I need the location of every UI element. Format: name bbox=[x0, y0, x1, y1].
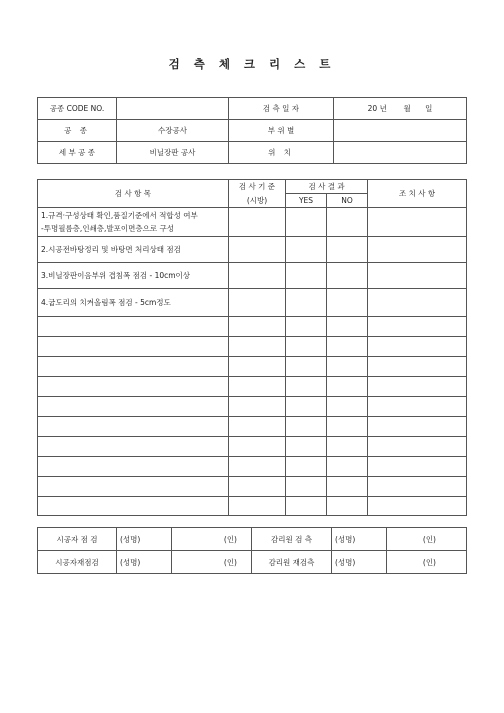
date-year-unit: 년 bbox=[379, 104, 387, 113]
date-month-unit: 월 bbox=[403, 104, 411, 113]
location-label: 부 위 별 bbox=[229, 120, 334, 142]
item-line: 1.규격·구성상태 확인,품질기준에서 적합성 여부 bbox=[41, 211, 198, 220]
table-row bbox=[38, 377, 467, 397]
contractor-check-label: 시공자 점 검 bbox=[38, 528, 117, 551]
work-type-value[interactable]: 수장공사 bbox=[117, 120, 229, 142]
date-value[interactable] bbox=[334, 98, 467, 120]
work-type-label: 공 종 bbox=[38, 120, 117, 142]
table-row bbox=[38, 317, 467, 337]
checklist-item bbox=[38, 208, 229, 237]
page-title: 검 측 체 크 리 스 트 bbox=[168, 57, 336, 71]
header-result: 검 사 결 과 bbox=[286, 180, 368, 194]
table-row bbox=[38, 397, 467, 417]
date-year: 20 bbox=[367, 104, 378, 113]
yes-cell[interactable] bbox=[286, 208, 327, 237]
position-value[interactable] bbox=[334, 142, 467, 164]
criteria-cell[interactable] bbox=[229, 208, 286, 237]
info-table bbox=[37, 97, 467, 164]
location-value[interactable] bbox=[334, 120, 467, 142]
contractor-recheck-label: 시공자재점검 bbox=[38, 551, 117, 574]
header-criteria-sub: (시방) bbox=[229, 194, 286, 208]
table-row bbox=[38, 357, 467, 377]
item-line: -투명필름층,인쇄층,발포이면층으로 구성 bbox=[41, 224, 175, 233]
supervisor-recheck-label: 감리원 재검측 bbox=[252, 551, 332, 574]
action-cell[interactable] bbox=[368, 237, 467, 263]
supervisor-check-label: 감리원 검 측 bbox=[252, 528, 332, 551]
yes-cell[interactable] bbox=[286, 289, 327, 317]
header-action: 조 치 사 항 bbox=[368, 180, 467, 208]
seal-field[interactable]: (인) bbox=[387, 528, 467, 551]
work-code-label: 공종 CODE NO. bbox=[38, 98, 117, 120]
name-field[interactable]: (성명) bbox=[117, 551, 172, 574]
detail-label: 세 부 공 종 bbox=[38, 142, 117, 164]
position-label: 위 치 bbox=[229, 142, 334, 164]
no-cell[interactable] bbox=[327, 263, 368, 289]
header-criteria: 검 사 기 준 bbox=[229, 180, 286, 194]
checklist-item: 4.굽도리의 치켜올림폭 점검 - 5cm정도 bbox=[38, 289, 229, 317]
header-no: NO bbox=[327, 194, 368, 208]
name-field[interactable]: (성명) bbox=[332, 528, 387, 551]
table-row bbox=[38, 417, 467, 437]
table-row bbox=[38, 437, 467, 457]
header-item: 검 사 항 목 bbox=[38, 180, 229, 208]
seal-field[interactable]: (인) bbox=[387, 551, 467, 574]
yes-cell[interactable] bbox=[286, 237, 327, 263]
action-cell[interactable] bbox=[368, 289, 467, 317]
table-row bbox=[38, 263, 467, 289]
action-cell[interactable] bbox=[368, 263, 467, 289]
criteria-cell[interactable] bbox=[229, 237, 286, 263]
checklist-item: 3.비닐장판이음부위 겹침폭 점검 - 10cm이상 bbox=[38, 263, 229, 289]
checklist-table bbox=[37, 179, 467, 516]
table-row bbox=[38, 497, 467, 516]
no-cell[interactable] bbox=[327, 237, 368, 263]
name-field[interactable]: (성명) bbox=[117, 528, 172, 551]
seal-field[interactable]: (인) bbox=[172, 528, 252, 551]
criteria-cell[interactable] bbox=[229, 289, 286, 317]
table-row bbox=[38, 337, 467, 357]
work-code-value[interactable] bbox=[117, 98, 229, 120]
name-field[interactable]: (성명) bbox=[332, 551, 387, 574]
yes-cell[interactable] bbox=[286, 263, 327, 289]
table-row bbox=[38, 457, 467, 477]
header-yes: YES bbox=[286, 194, 327, 208]
table-row bbox=[38, 289, 467, 317]
checklist-item: 2.시공전바탕정리 및 바탕면 처리상태 점검 bbox=[38, 237, 229, 263]
table-row bbox=[38, 237, 467, 263]
table-row bbox=[38, 477, 467, 497]
no-cell[interactable] bbox=[327, 289, 368, 317]
action-cell[interactable] bbox=[368, 208, 467, 237]
signature-table bbox=[37, 527, 467, 574]
date-label: 검 측 일 자 bbox=[229, 98, 334, 120]
seal-field[interactable]: (인) bbox=[172, 551, 252, 574]
detail-value[interactable]: 비닐장판 공사 bbox=[117, 142, 229, 164]
no-cell[interactable] bbox=[327, 208, 368, 237]
criteria-cell[interactable] bbox=[229, 263, 286, 289]
date-day-unit: 일 bbox=[425, 104, 433, 113]
table-row bbox=[38, 208, 467, 237]
